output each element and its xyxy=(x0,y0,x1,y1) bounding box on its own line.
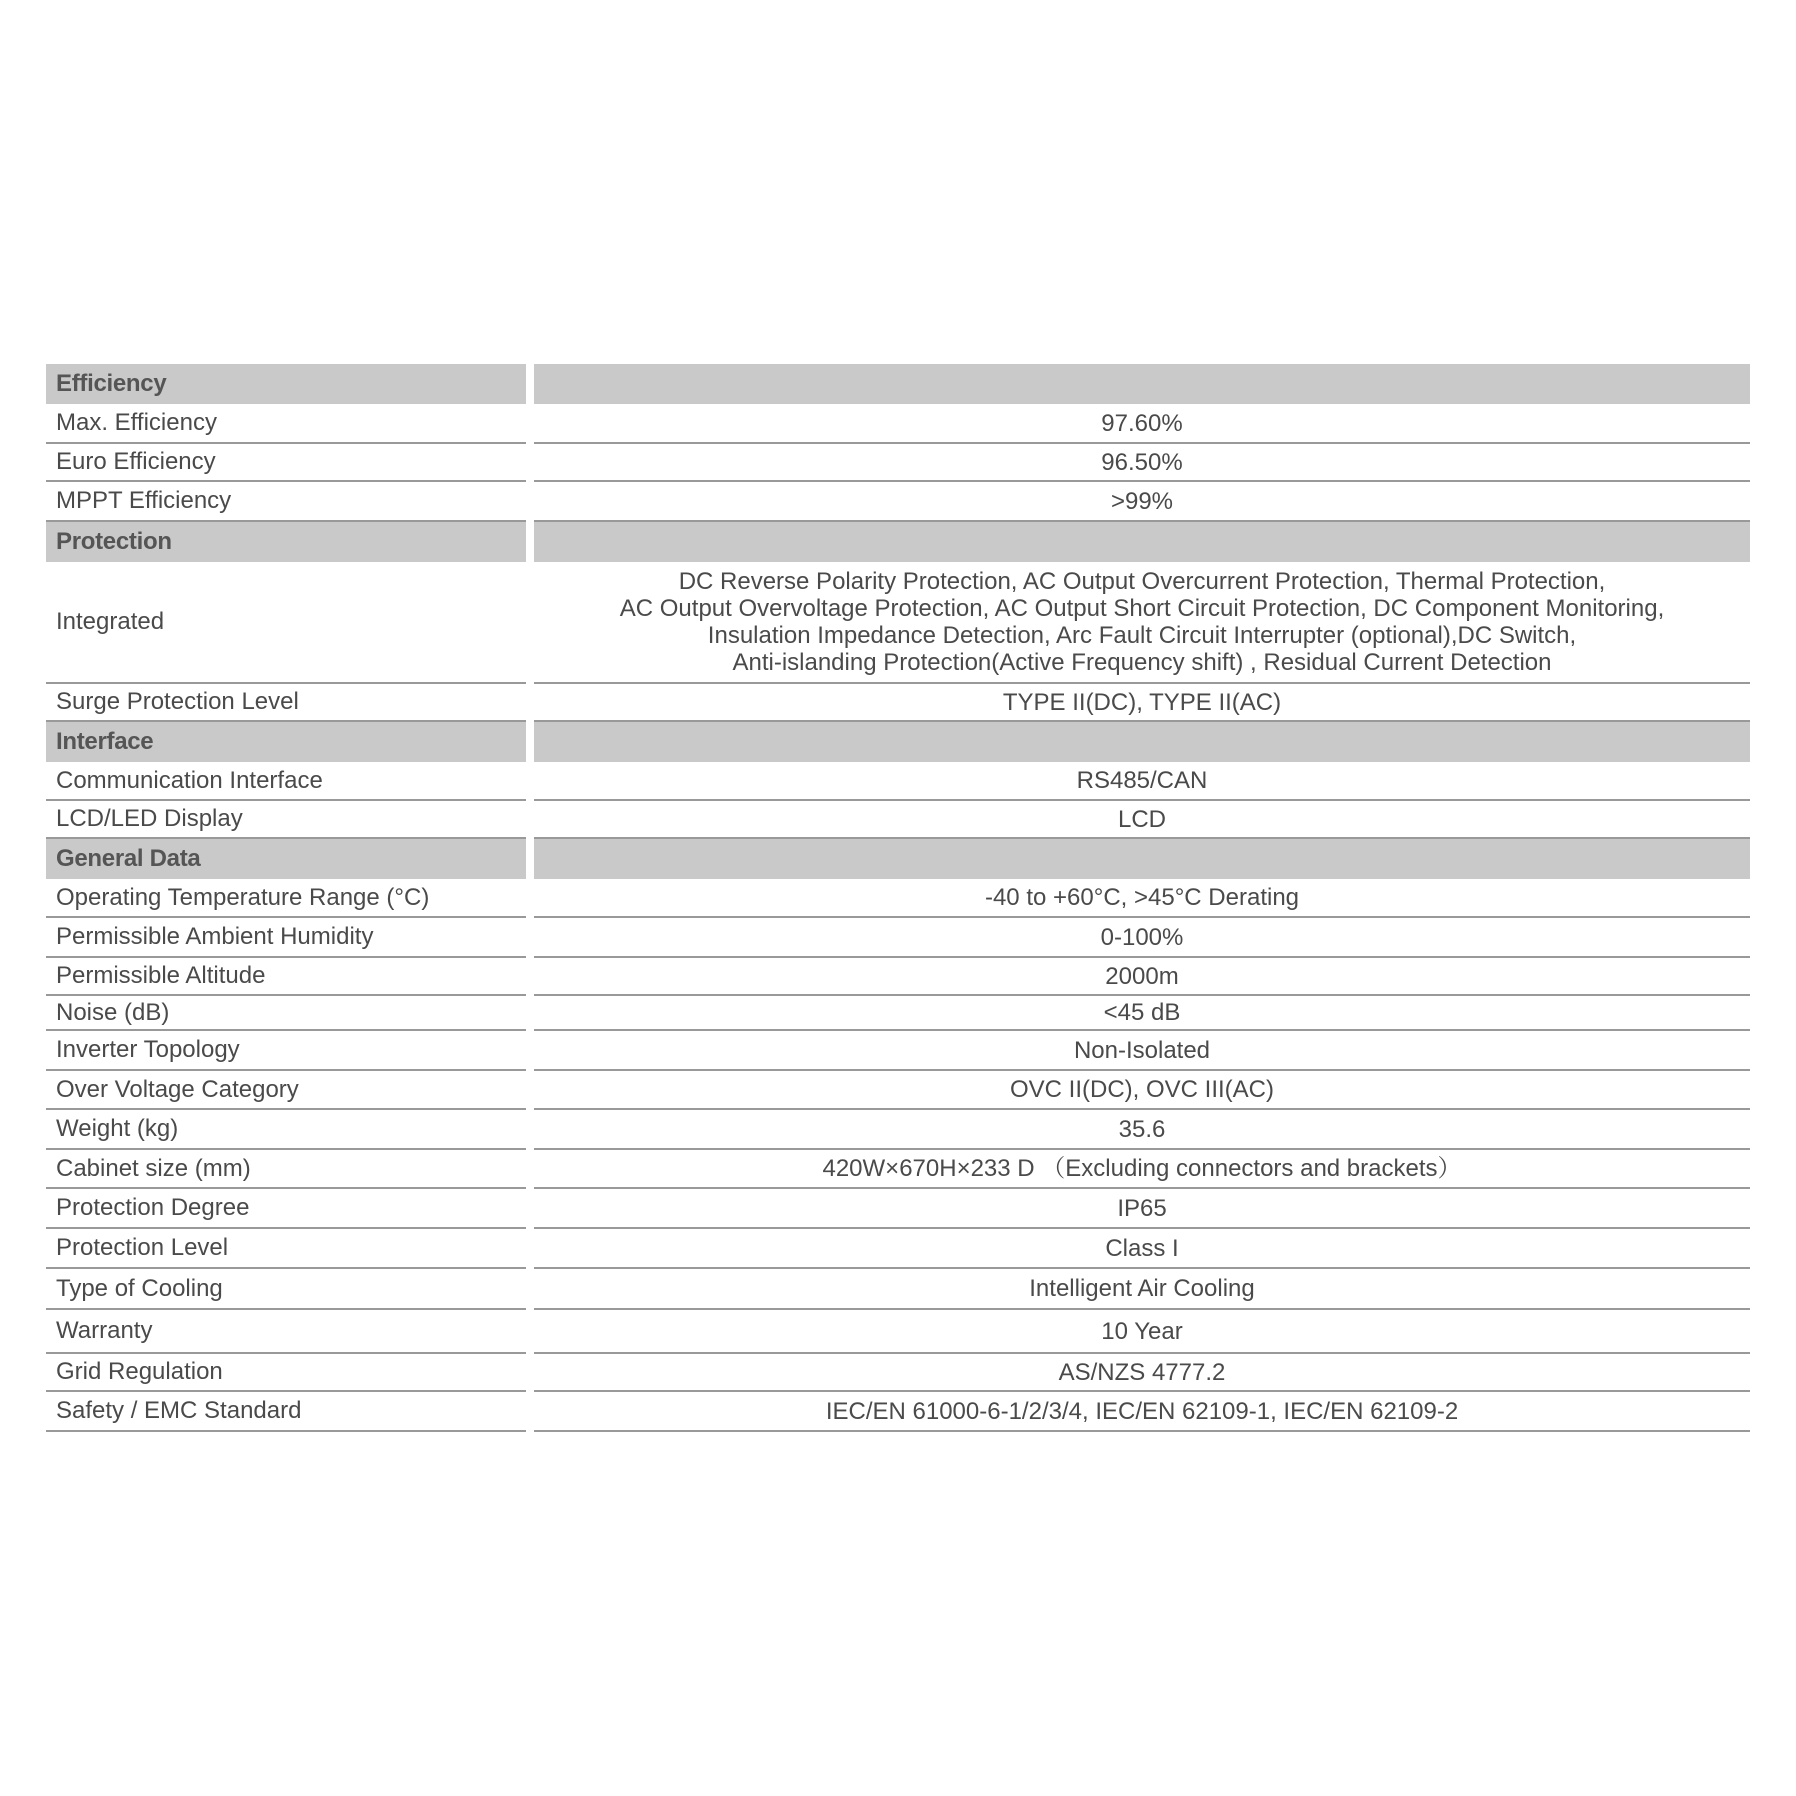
spec-label: Warranty xyxy=(46,1310,526,1354)
spec-row-communication-interface xyxy=(46,762,1750,801)
spec-value: <45 dB xyxy=(534,996,1750,1031)
section-fill xyxy=(534,364,1750,404)
spec-label: Operating Temperature Range (°C) xyxy=(46,879,526,918)
spec-value: IEC/EN 61000-6-1/2/3/4, IEC/EN 62109-1, IEC/EN 62109-2 xyxy=(534,1392,1750,1432)
spec-row-warranty xyxy=(46,1310,1750,1354)
spec-label: Inverter Topology xyxy=(46,1031,526,1071)
spec-value: Non-Isolated xyxy=(534,1031,1750,1071)
section-header-efficiency xyxy=(46,364,1750,404)
spec-label: Protection Degree xyxy=(46,1189,526,1229)
section-header-protection xyxy=(46,522,1750,562)
spec-label: Weight (kg) xyxy=(46,1110,526,1150)
spec-label: Max. Efficiency xyxy=(46,404,526,444)
spec-value-line: Anti-islanding Protection(Active Frequency shift) , Residual Current Detection xyxy=(732,649,1552,676)
spec-label: Permissible Ambient Humidity xyxy=(46,918,526,958)
spec-value: AS/NZS 4777.2 xyxy=(534,1354,1750,1392)
spec-label: Over Voltage Category xyxy=(46,1071,526,1110)
spec-row-euro-efficiency xyxy=(46,444,1750,482)
spec-value: RS485/CAN xyxy=(534,762,1750,801)
spec-row-cabinet-size-mm xyxy=(46,1150,1750,1189)
spec-row-noise-db xyxy=(46,996,1750,1031)
spec-value: 35.6 xyxy=(534,1110,1750,1150)
section-title: General Data xyxy=(46,839,526,879)
spec-value: OVC II(DC), OVC III(AC) xyxy=(534,1071,1750,1110)
spec-label: Safety / EMC Standard xyxy=(46,1392,526,1432)
spec-value-line: Insulation Impedance Detection, Arc Fault Circuit Interrupter (optional),DC Switch, xyxy=(707,622,1577,649)
spec-label: Noise (dB) xyxy=(46,996,526,1031)
section-header-interface xyxy=(46,722,1750,762)
spec-value: 10 Year xyxy=(534,1310,1750,1354)
spec-row-integrated xyxy=(46,562,1750,684)
section-fill xyxy=(534,839,1750,879)
section-fill xyxy=(534,722,1750,762)
spec-value: IP65 xyxy=(534,1189,1750,1229)
spec-value-line: DC Reverse Polarity Protection, AC Output Overcurrent Protection, Thermal Protection, xyxy=(678,568,1606,595)
spec-label: Type of Cooling xyxy=(46,1269,526,1310)
section-title: Protection xyxy=(46,522,526,562)
spec-label: Protection Level xyxy=(46,1229,526,1269)
spec-row-safety-emc-standard xyxy=(46,1392,1750,1432)
spec-label: Grid Regulation xyxy=(46,1354,526,1392)
spec-value: 96.50% xyxy=(534,444,1750,482)
spec-label: LCD/LED Display xyxy=(46,801,526,839)
spec-value: Class I xyxy=(534,1229,1750,1269)
spec-row-permissible-ambient-humidity xyxy=(46,918,1750,958)
spec-label: Communication Interface xyxy=(46,762,526,801)
spec-value: 2000m xyxy=(534,958,1750,996)
spec-value xyxy=(534,562,1750,684)
spec-value: 420W×670H×233 D （Excluding connectors and brackets） xyxy=(534,1150,1750,1189)
spec-value: >99% xyxy=(534,482,1750,522)
spec-label: Surge Protection Level xyxy=(46,684,526,722)
spec-row-operating-temperature-range-c xyxy=(46,879,1750,918)
spec-value: -40 to +60°C, >45°C Derating xyxy=(534,879,1750,918)
spec-label: Euro Efficiency xyxy=(46,444,526,482)
section-title: Interface xyxy=(46,722,526,762)
spec-label: Cabinet size (mm) xyxy=(46,1150,526,1189)
section-title: Efficiency xyxy=(46,364,526,404)
spec-value: 97.60% xyxy=(534,404,1750,444)
spec-table xyxy=(46,364,1750,1432)
spec-row-inverter-topology xyxy=(46,1031,1750,1071)
spec-row-protection-level xyxy=(46,1229,1750,1269)
spec-value: TYPE II(DC), TYPE II(AC) xyxy=(534,684,1750,722)
spec-row-surge-protection-level xyxy=(46,684,1750,722)
spec-value-line: AC Output Overvoltage Protection, AC Output Short Circuit Protection, DC Component Monitoring, xyxy=(619,595,1665,622)
section-header-general-data xyxy=(46,839,1750,879)
spec-row-protection-degree xyxy=(46,1189,1750,1229)
spec-row-grid-regulation xyxy=(46,1354,1750,1392)
spec-value: 0-100% xyxy=(534,918,1750,958)
section-fill xyxy=(534,522,1750,562)
spec-row-max-efficiency xyxy=(46,404,1750,444)
spec-row-lcd-led-display xyxy=(46,801,1750,839)
spec-row-mppt-efficiency xyxy=(46,482,1750,522)
spec-value: Intelligent Air Cooling xyxy=(534,1269,1750,1310)
spec-row-weight-kg xyxy=(46,1110,1750,1150)
spec-label: MPPT Efficiency xyxy=(46,482,526,522)
spec-label: Integrated xyxy=(46,562,526,684)
spec-value: LCD xyxy=(534,801,1750,839)
spec-row-permissible-altitude xyxy=(46,958,1750,996)
spec-row-over-voltage-category xyxy=(46,1071,1750,1110)
spec-row-type-of-cooling xyxy=(46,1269,1750,1310)
spec-label: Permissible Altitude xyxy=(46,958,526,996)
